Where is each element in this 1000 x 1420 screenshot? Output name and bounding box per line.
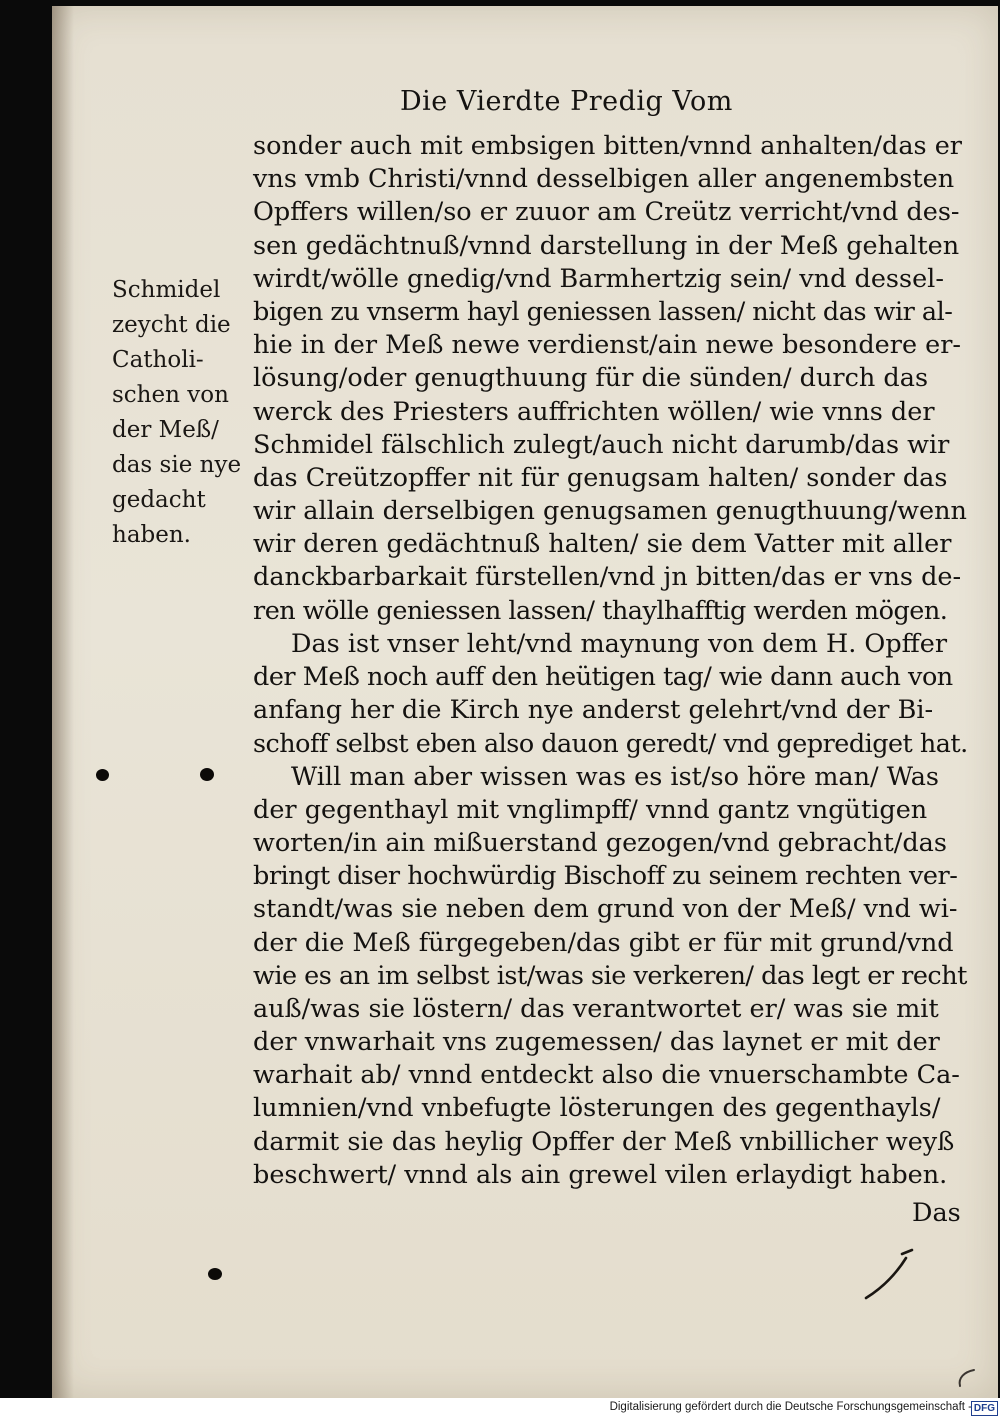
text-line: schoff selbst eben also dauon geredt/ vnd geprediget hat.: [253, 728, 968, 759]
text-line: Will man aber wissen was es ist/so höre man/ Was: [291, 761, 940, 792]
text-line: bigen zu vnserm hayl geniessen lassen/ nicht das wir al-: [253, 296, 953, 327]
digitization-credit: Digitalisierung gefördert durch die Deutsche Forschungsgemeinschaft -: [609, 1401, 972, 1413]
body-text: [253, 130, 968, 1192]
text-line: sonder auch mit embsigen bitten/vnnd anhalten/das er: [253, 131, 962, 161]
text-line: werck des Priesters auffrichten wöllen/ wie vnns der: [253, 396, 935, 427]
text-line: wir deren gedächtnuß halten/ sie dem Vatter mit aller: [253, 529, 952, 560]
marginal-line: gedacht: [112, 487, 206, 513]
text-line: das Creützopffer nit für genugsam halten/ sonder das: [253, 462, 948, 493]
text-line: ren wölle geniessen lassen/ thaylhafftig werden mögen.: [253, 595, 948, 626]
text-line: Das ist vnser leht/vnd maynung von dem H. Opffer: [291, 628, 948, 659]
text-line: sen gedächtnuß/vnnd darstellung in der Meß gehalten: [253, 230, 960, 261]
text-line: auß/was sie löstern/ das verantwortet er/ was sie mit: [253, 993, 939, 1024]
book-page: [52, 6, 998, 1398]
text-line: Schmidel fälschlich zulegt/auch nicht darumb/das wir: [253, 429, 950, 460]
running-head: Die Vierdte Predig Vom: [400, 86, 733, 117]
text-line: bringt diser hochwürdig Bischoff zu seinem rechten ver-: [253, 861, 958, 892]
text-line: darmit sie das heylig Opffer der Meß vnbillicher weyß: [253, 1126, 955, 1157]
text-line: beschwert/ vnnd als ain grewel vilen erlaydigt haben.: [253, 1159, 948, 1190]
marginal-line: schen von: [112, 382, 229, 408]
marginal-line: Catholi-: [112, 347, 204, 373]
text-line: der die Meß fürgegeben/das gibt er für mit grund/vnd: [253, 927, 954, 958]
ink-stroke-mark: [952, 1366, 982, 1390]
text-line: hie in der Meß newe verdienst/ain newe besondere er-: [253, 330, 962, 361]
ink-blot: [96, 769, 109, 781]
dfg-logo: DFG: [971, 1401, 998, 1416]
text-line: lösung/oder genugthuung für die sünden/ durch das: [253, 363, 929, 394]
text-line: lumnien/vnd vnbefugte lösterungen des gegenthayls/: [253, 1093, 941, 1124]
marginal-line: das sie nye: [112, 452, 242, 478]
text-line: vns vmb Christi/vnnd desselbigen aller angenembsten: [253, 164, 955, 195]
text-line: wie es an im selbst ist/was sie verkeren/ das legt er recht: [253, 960, 967, 991]
text-line: standt/was sie neben dem grund von der Meß/ vnd wi-: [253, 894, 958, 925]
marginal-line: Schmidel: [112, 277, 221, 303]
text-line: der vnwarhait vns zugemessen/ das laynet er mit der: [253, 1027, 940, 1058]
marginal-note: [112, 273, 252, 553]
text-line: danckbarbarkait fürstellen/vnd jn bitten/das er vns de-: [253, 562, 962, 593]
footer-bar: [0, 1398, 1000, 1420]
marginal-line: zeycht die: [112, 312, 231, 338]
text-line: wir allain derselbigen genugsamen genugthuung/wenn: [253, 496, 967, 527]
text-line: Opffers willen/so er zuuor am Creütz verricht/vnd des-: [253, 197, 960, 228]
marginal-line: der Meß/: [112, 417, 219, 443]
text-line: anfang her die Kirch nye anderst gelehrt/vnd der Bi-: [253, 695, 934, 726]
text-line: der Meß noch auff den heütigen tag/ wie dann auch von: [253, 662, 953, 692]
text-line: worten/in ain mißuerstand gezogen/vnd gebracht/das: [253, 827, 947, 858]
ink-stroke-mark: [862, 1244, 922, 1304]
ink-blot: [208, 1268, 222, 1280]
ink-blot: [200, 768, 214, 781]
catchword: Das: [912, 1198, 961, 1228]
text-line: der gegenthayl mit vnglimpff/ vnnd gantz vngütigen: [253, 794, 928, 825]
text-line: warhait ab/ vnnd entdeckt also die vnuerschambte Ca-: [253, 1060, 960, 1091]
text-line: wirdt/wölle gnedig/vnd Barmhertzig sein/ vnd dessel-: [253, 263, 944, 294]
marginal-line: haben.: [112, 522, 191, 548]
